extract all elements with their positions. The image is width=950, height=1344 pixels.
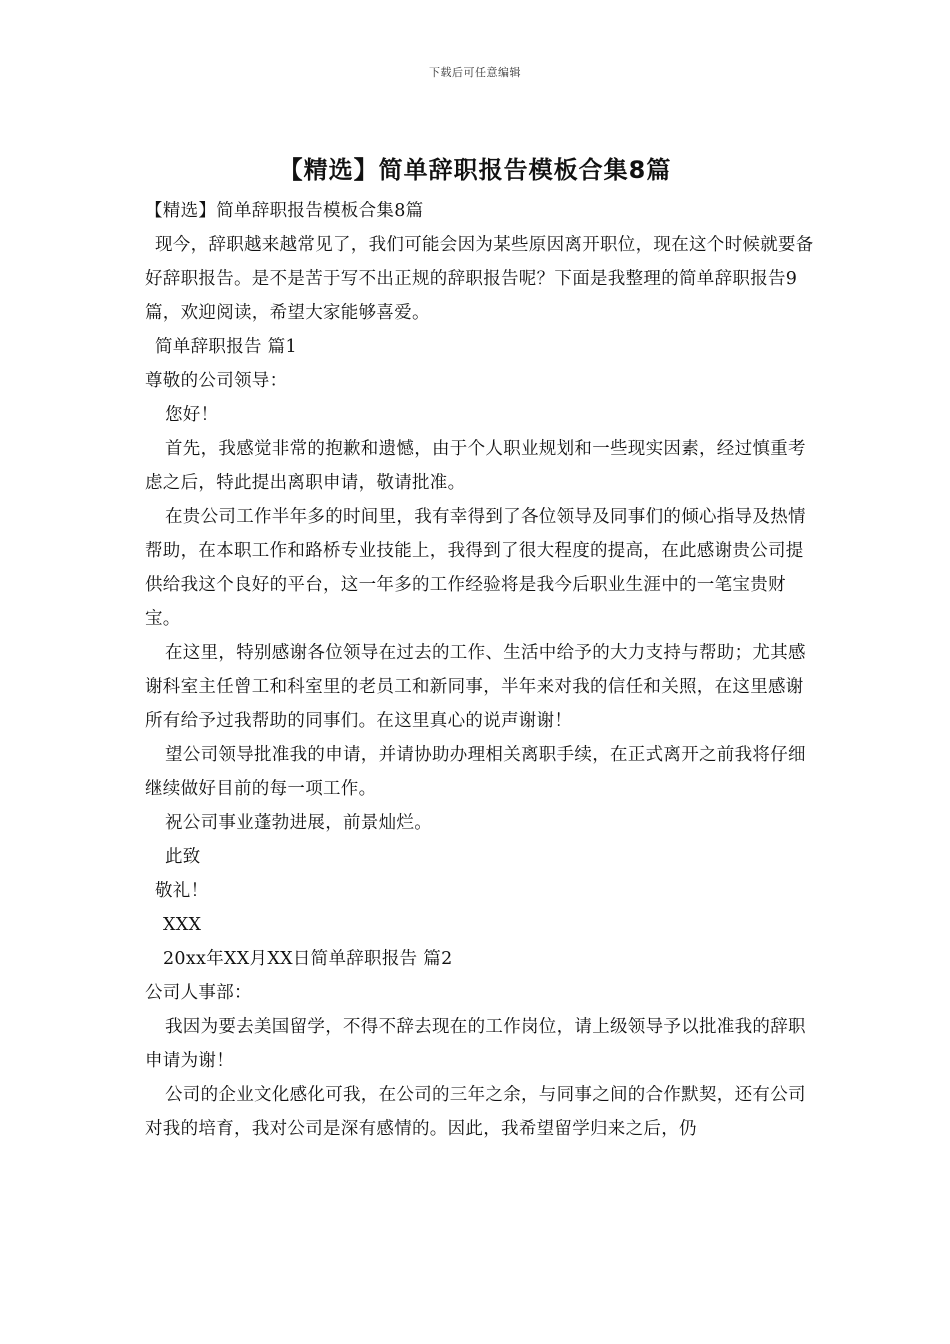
date-and-section-heading-2: 20xx年XX月XX日简单辞职报告 篇2	[163, 949, 453, 969]
body-paragraph: 在贵公司工作半年多的时间里，我有幸得到了各位领导及同事们的倾心指导及热情帮助，在本职工作和路桥专业技能上，我得到了很大程度的提高，在此感谢贵公司提供给我这个良好的平台，这一年多的工作经验将是我今后职业生涯中的一笔宝贵财宝。	[145, 507, 806, 629]
document-body	[145, 194, 815, 1146]
body-paragraph: 公司的企业文化感化可我，在公司的三年之余，与同事之间的合作默契，还有公司对我的培育，我对公司是深有感情的。因此，我希望留学归来之后，仍	[145, 1085, 806, 1139]
greeting: 您好！	[165, 405, 219, 425]
document-title: 【精选】简单辞职报告模板合集8篇	[278, 156, 672, 184]
body-paragraph: 在这里，特别感谢各位领导在过去的工作、生活中给予的大力支持与帮助；尤其感谢科室主任曾工和科室里的老员工和新同事，半年来对我的信任和关照，在这里感谢所有给予过我帮助的同事们。在这里真心的说声谢谢！	[145, 643, 806, 731]
salutation: 公司人事部：	[145, 983, 252, 1003]
closing-line: 此致	[165, 847, 201, 867]
subtitle-line: 【精选】简单辞职报告模板合集8篇	[145, 201, 424, 221]
body-paragraph: 祝公司事业蓬勃进展，前景灿烂。	[165, 813, 432, 833]
intro-paragraph: 现今，辞职越来越常见了，我们可能会因为某些原因离开职位，现在这个时候就要备好辞职报告。是不是苦于写不出正规的辞职报告呢？下面是我整理的简单辞职报告9篇，欢迎阅读，希望大家能够喜爱。	[145, 235, 814, 323]
header-note: 下载后可任意编辑	[429, 66, 521, 79]
signature: XXX	[163, 915, 202, 935]
section-heading-1: 简单辞职报告 篇1	[155, 337, 297, 357]
salutation: 尊敬的公司领导：	[145, 371, 288, 391]
body-paragraph: 我因为要去美国留学，不得不辞去现在的工作岗位，请上级领导予以批准我的辞职申请为谢！	[145, 1017, 806, 1071]
closing-line: 敬礼！	[155, 881, 209, 901]
body-paragraph: 首先，我感觉非常的抱歉和遗憾，由于个人职业规划和一些现实因素，经过慎重考虑之后，特此提出离职申请，敬请批准。	[145, 439, 806, 493]
body-paragraph: 望公司领导批准我的申请，并请协助办理相关离职手续，在正式离开之前我将仔细继续做好目前的每一项工作。	[145, 745, 806, 799]
